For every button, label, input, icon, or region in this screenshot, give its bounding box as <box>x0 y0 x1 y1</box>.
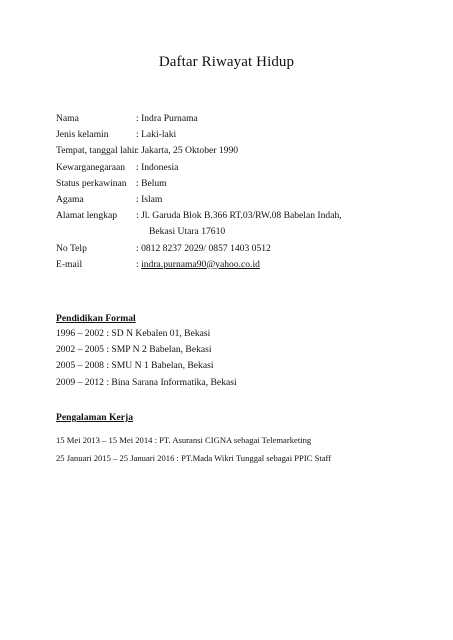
section-heading: Pengalaman Kerja <box>56 412 134 423</box>
info-label: Tempat, tanggal lahir <box>56 145 138 157</box>
info-value: : Belum <box>136 177 167 189</box>
info-row-nama <box>56 111 342 127</box>
info-label: Kewarganegaraan <box>56 161 126 173</box>
work-experience-section <box>56 412 331 467</box>
list-item: 2009 – 2012 : Bina Sarana Informatika, Bekasi <box>56 376 237 388</box>
email-link[interactable]: indra.purnama90@yahoo.co.id <box>141 258 260 270</box>
info-value: : Jakarta, 25 Oktober 1990 <box>136 145 239 157</box>
info-label: Agama <box>56 193 84 205</box>
list-item: 15 Mei 2013 – 15 Mei 2014 : PT. Asuransi CIGNA sebagai Telemarketing <box>56 435 312 445</box>
list-item: 25 Januari 2015 – 25 Januari 2016 : PT.Mada Wikri Tunggal sebagai PPIC Staff <box>56 453 332 463</box>
page-title: Daftar Riwayat Hidup <box>158 54 295 70</box>
info-row-agama <box>56 192 342 208</box>
email-prefix: : <box>136 258 142 270</box>
info-label: E-mail <box>56 258 83 270</box>
info-value: : Laki-laki <box>136 129 177 141</box>
info-value: Bekasi Utara 17610 <box>149 226 226 238</box>
info-value: : Jl. Garuda Blok B.366 RT.03/RW.08 Babelan Indah, <box>136 210 342 222</box>
section-heading: Pendidikan Formal <box>56 313 136 324</box>
info-row-kewarganegaraan <box>56 160 342 176</box>
list-item: 2005 – 2008 : SMU N 1 Babelan, Bekasi <box>56 360 214 372</box>
info-row-jenis-kelamin <box>56 127 342 143</box>
info-label: No Telp <box>56 242 87 254</box>
info-label: Nama <box>56 113 79 124</box>
info-label: Status perkawinan <box>56 177 127 189</box>
info-label: Alamat lengkap <box>56 210 118 222</box>
info-value: : Islam <box>136 193 163 205</box>
info-row-alamat <box>56 208 342 224</box>
info-value: : 0812 8237 2029/ 0857 1403 0512 <box>136 242 271 254</box>
info-row-no-telp <box>56 241 342 257</box>
list-item: 2002 – 2005 : SMP N 2 Babelan, Bekasi <box>56 344 212 356</box>
info-value: : Indra Purnama <box>136 113 198 124</box>
info-row-alamat-continued <box>56 224 342 240</box>
info-value <box>136 257 260 273</box>
info-value: : Indonesia <box>136 161 179 173</box>
education-section <box>56 313 237 391</box>
personal-info <box>56 111 342 273</box>
info-row-tempat-tanggal-lahir <box>56 143 342 159</box>
info-row-email <box>56 257 342 273</box>
info-row-status-perkawinan <box>56 176 342 192</box>
info-label: Jenis kelamin <box>56 129 109 141</box>
list-item: 1996 – 2002 : SD N Kebalen 01, Bekasi <box>56 328 211 339</box>
